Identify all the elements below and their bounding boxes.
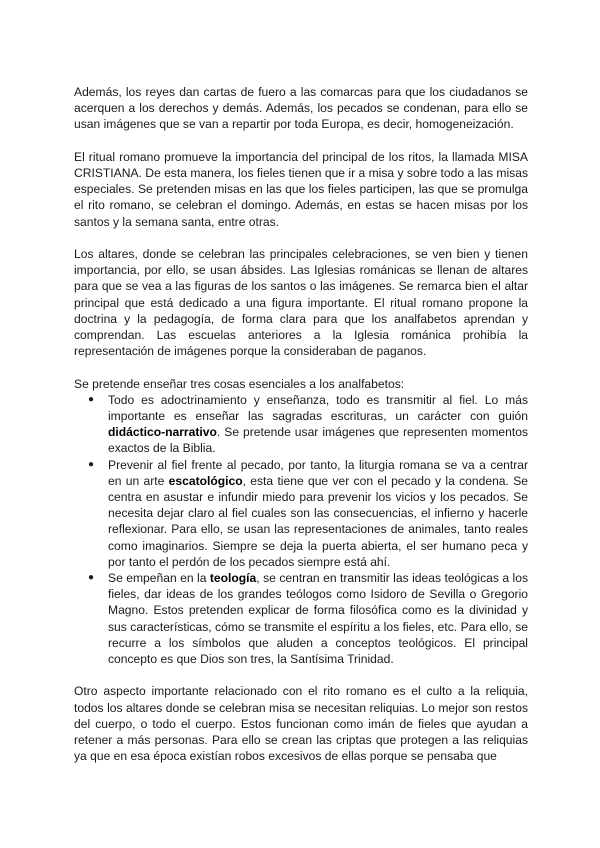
paragraph-altares: Los altares, donde se celebran las principales celebraciones, se ven bien y tienen importancia, por ello, se usan ábsides. Las Iglesias románicas se llenan de altares para que se vea a las figuras de los santos o las imágenes. Se remarca bien el altar principal que está dedicado a una figura importante. El ritual romano propone la doctrina y la pedagogía, de forma clara para que los analfabetos aprendan y comprendan. Las escuelas anteriores a la Iglesia románica prohibía la representación de imágenes porque la consideraban de paganos. — [74, 247, 528, 359]
bullet-icon: ● — [88, 458, 95, 470]
list-item-text: Prevenir al fiel frente al pecado, por tanto, la liturgia romana se va a centrar en un arte — [108, 457, 528, 488]
paragraph-tres-cosas-intro: Se pretende enseñar tres cosas esenciales a los analfabetos: — [74, 376, 405, 391]
paragraph-misa-cristiana: El ritual romano promueve la importancia del principal de los ritos, la llamada MISA CRISTIANA. De esta manera, los fieles tienen que ir a misa y sobre todo a las misas especiales. Se pretenden misas en las que los fieles participen, las que se promulga el rito romano, se celebran el domingo. Además, en estas se hacen misas por los santos y la semana santa, entre otras. — [74, 149, 528, 229]
bold-term: teología — [209, 571, 257, 586]
paragraph-reliquias: Otro aspecto importante relacionado con el rito romano es el culto a la reliquia, todos los altares donde se celebran misa se necesitan reliquias. Lo mejor son restos del cuerpo, o todo el cuerpo. Estos funcionan como imán de fieles que ayudan a retener a más personas. Para ello se crean las criptas que protegen a las reliquias ya que en esa época existían robos excesivos de ellas porque se pensaba que — [74, 684, 528, 764]
list-item-text: . Se pretende usar imágenes que representen momentos exactos de la Biblia. — [108, 425, 528, 456]
list-item — [88, 457, 528, 570]
bullet-icon: ● — [88, 572, 95, 584]
paragraph-cartas-de-fuero: Además, los reyes dan cartas de fuero a las comarcas para que los ciudadanos se acerquen a los derechos y demás. Además, los pecados se condenan, para ello se usan imágenes que se van a repartir por toda Europa, es decir, homogeneización. — [74, 85, 528, 132]
list-item — [88, 392, 528, 457]
list-item-text: Todo es adoctrinamiento y enseñanza, todo es transmitir al fiel. Lo más importante es enseñar las sagradas escrituras, un carácter con guión — [108, 392, 528, 424]
list-item — [88, 570, 529, 667]
list-item-text: , esta tiene que ver con el pecado y la condena. Se centra en asustar e infundir miedo para prevenir los vicios y los pecados. Se necesita dejar claro al fiel cuales son las consecuencias, el infierno y hacerle reflexionar. Para ello, se usan las representaciones de animales, tanto reales como imaginarios. Siempre se deja la puerta abierta, el ser humano peca y por tanto el perdón de los pecados siempre está ahí. — [108, 473, 528, 569]
list-item-text: , se centran en transmitir las ideas teológicas a los fieles, dar ideas de los grandes teólogos como Isidoro de Sevilla o Gregorio Magno. Estos pretenden explicar de forma filosófica como es la divinidad y sus características, cómo se transmite el espíritu a los fieles, etc. Para ello, se recurre a los símbolos que aluden a conceptos teológicos. El principal concepto es que Dios son tres, la Santísima Trinidad. — [108, 571, 529, 667]
bullet-list — [74, 392, 528, 667]
bold-term: didáctico-narrativo — [108, 425, 217, 440]
document-page — [74, 84, 528, 781]
list-item-text: Se empeñan en la — [108, 571, 210, 586]
bold-term: escatológico — [168, 473, 243, 488]
bullet-icon: ● — [88, 393, 95, 405]
